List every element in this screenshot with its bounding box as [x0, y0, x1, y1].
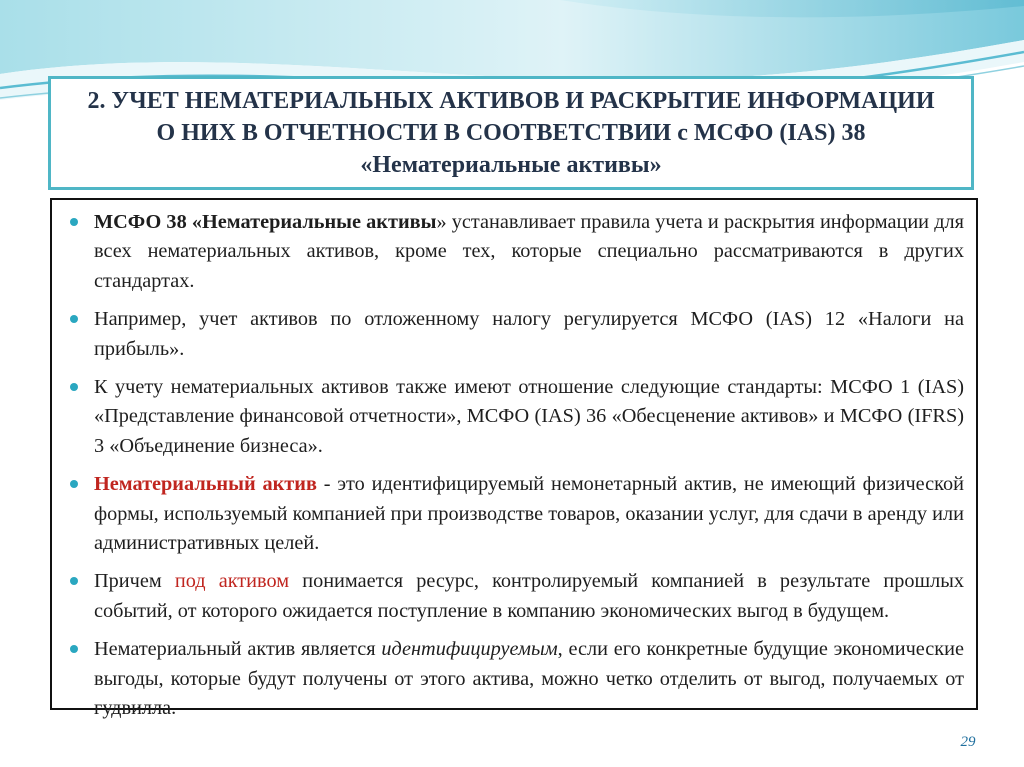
slide-title-box	[48, 76, 974, 190]
bullet-text: К учету нематериальных активов также имеют отношение следующие стандарты: МСФО 1 (IAS) «Представление финансовой отчетности», МСФО (IAS) 36 «Обесценение активов» и МСФО (IFRS) 3 «Объединение бизнеса».	[94, 376, 964, 457]
bullet-item-4	[68, 470, 964, 558]
bullet-dot-icon	[70, 315, 78, 323]
bullet-dot-icon	[70, 480, 78, 488]
bullet-term: под активом	[174, 570, 290, 593]
bullet-item-5	[68, 567, 964, 626]
bullet-text: , если его конкретные будущие экономические выгоды, которые будут получены от этого актива, можно четко отделить от выгод, получаемых от гудвилла.	[94, 638, 964, 720]
title-line-1: 2. УЧЕТ НЕМАТЕРИАЛЬНЫХ АКТИВОВ И РАСКРЫТИЕ ИНФОРМАЦИИ	[87, 88, 935, 114]
bullet-before: Причем	[94, 570, 175, 593]
bullet-dot-icon	[70, 218, 78, 226]
bullet-lead: МСФО 38 «Нематериальные активы	[94, 211, 437, 233]
bullet-list	[68, 208, 964, 724]
bullet-dot-icon	[70, 383, 78, 391]
bullet-item-3	[68, 373, 964, 461]
bullet-text: понимается ресурс, контролируемый компанией в результате прошлых событий, от которого ожидается поступление в компанию экономических выгод в будущем.	[94, 570, 965, 622]
bullet-item-6	[68, 635, 964, 723]
bullet-text: Например, учет активов по отложенному налогу регулируется МСФО (IAS) 12 «Налоги на прибыль».	[94, 308, 964, 360]
title-line-2: О НИХ В ОТЧЕТНОСТИ В СООТВЕТСТВИИ с МСФО (IAS) 38	[156, 120, 866, 146]
bullet-item-2	[68, 305, 964, 364]
bullet-emphasis: идентифицируемым	[381, 638, 558, 661]
bullet-term: Нематериальный актив	[94, 473, 317, 496]
bullet-text: - это идентифицируемый немонетарный актив, не имеющий физической формы, используемый компанией при производстве товаров, оказании услуг, для сдачи в аренду или административных целей.	[94, 473, 964, 555]
bullet-before: Нематериальный актив является	[94, 638, 382, 661]
bullet-text: » устанавливает правила учета и раскрытия информации для всех нематериальных активов, кроме тех, которые специально рассматриваются в других стандартах.	[94, 211, 964, 292]
title-line-3: «Нематериальные активы»	[360, 152, 662, 178]
bullet-dot-icon	[70, 645, 78, 653]
slide-title	[77, 85, 944, 181]
bullet-dot-icon	[70, 577, 78, 585]
page-number: 29	[960, 734, 976, 750]
bullet-item-1	[68, 208, 964, 296]
content-box	[50, 198, 978, 720]
